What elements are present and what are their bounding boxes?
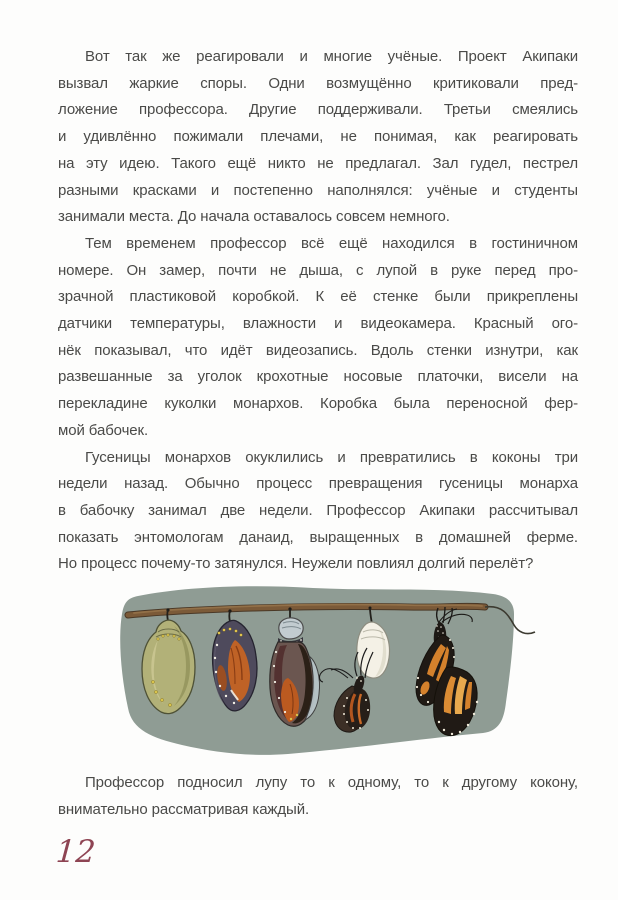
text-line: ложение профессора. Другие поддерживали. Третьи смеялись (58, 101, 578, 119)
paragraph (58, 445, 578, 579)
text-line: Профессор подносил лупу то к одному, то к другому кокону, (85, 774, 578, 791)
text-line: разными красками и постепенно наполнялся: учёные и студенты (58, 181, 578, 199)
text-line: зрачной пластиковой коробкой. К её стенке были прикреплены (58, 288, 578, 306)
text-line: мой бабочек. (58, 421, 149, 439)
text-line: внимательно рассматривая каждый. (58, 800, 310, 818)
text-line: занимали места. До начала оставалось совсем немного. (58, 208, 450, 226)
text-line: вызвал жаркие споры. Одни возмущённо критиковали пред- (58, 74, 578, 92)
text-line: Гусеницы монархов окуклились и превратились в коконы три (85, 448, 578, 466)
text-line: нёк показывал, что идёт видеозапись. Вдоль стенки изнутри, как (58, 341, 578, 359)
chrysalis-illustration (108, 582, 558, 768)
text-line: в бабочку занимал две недели. Профессор Акипаки рассчитывал (58, 501, 578, 519)
text-line: Но процесс почему-то затянулся. Неужели повлиял долгий перелёт? (58, 555, 534, 573)
text-line: показать энтомологам данаид, выращенных в домашней ферме. (58, 528, 578, 546)
closing-text (58, 770, 578, 823)
text-line: на эту идею. Такого ещё никто не предлагал. Зал гудел, пестрел (58, 154, 578, 172)
text-line: развешанные за уголок крохотные носовые платочки, висели на (58, 368, 578, 386)
text-line: перекладине куколки монархов. Коробка была переносной фер- (58, 395, 578, 413)
text-line: Тем временем профессор всё ещё находился в гостиничном (85, 234, 578, 252)
page-number: 12 (54, 834, 97, 870)
text-line: недели назад. Обычно процесс превращения гусеницы монарха (58, 475, 578, 493)
text-line: и удивлённо пожимали плечами, не понимая, как реагировать (58, 128, 578, 146)
paragraph (58, 231, 578, 445)
paragraph (58, 770, 578, 823)
text-line: Вот так же реагировали и многие учёные. Проект Акипаки (85, 48, 578, 65)
text-line: датчики температуры, влажности и видеокамера. Красный ого- (58, 315, 578, 333)
paragraph (58, 44, 578, 231)
text-line: номере. Он замер, почти не дыша, с лупой в руке перед про- (58, 261, 578, 279)
main-text (58, 44, 578, 578)
